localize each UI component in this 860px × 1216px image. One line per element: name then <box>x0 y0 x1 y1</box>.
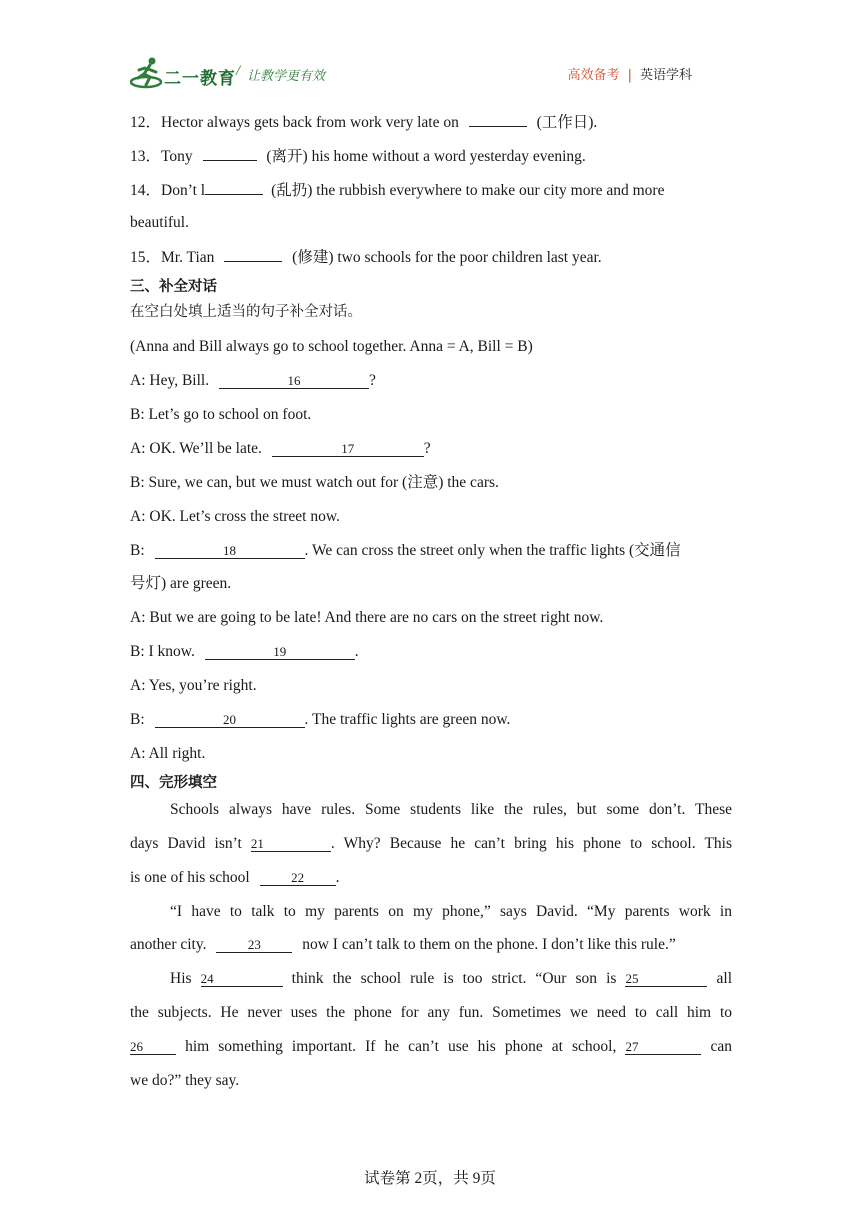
question-text: beautiful. <box>130 214 189 231</box>
passage-text: think the school rule is too strict. “Our son is <box>291 970 617 987</box>
dialogue-text: . The traffic lights are green now. <box>304 711 511 728</box>
passage-p3-line-2: the subjects. He never uses the phone for any fun. Sometimes we need to call him to <box>130 1004 732 1021</box>
answer-blank[interactable] <box>203 146 257 161</box>
passage-text: . Why? Because he can’t bring his phone to school. This <box>330 835 732 852</box>
logo-divider: / <box>236 63 241 79</box>
answer-blank-23[interactable]: 23 <box>216 938 292 953</box>
passage-text: His <box>170 970 192 987</box>
passage-p3-line-1 <box>170 969 732 989</box>
page-header <box>0 0 860 100</box>
passage-text: . <box>335 869 340 886</box>
dialogue-line-9: A: Yes, you’re right. <box>130 677 257 694</box>
question-hint: (修建) two schools for the poor children last year. <box>292 249 602 266</box>
dialogue-line-5: A: OK. Let’s cross the street now. <box>130 508 340 525</box>
passage-p3-line-3 <box>130 1037 732 1057</box>
answer-blank-25[interactable]: 25 <box>625 972 707 987</box>
brand-logo <box>130 56 360 96</box>
passage-p2-line-2 <box>130 935 676 955</box>
passage-text: now I can’t talk to them on the phone. I don’t like this rule.” <box>302 936 676 953</box>
answer-blank-22[interactable]: 22 <box>260 871 336 886</box>
question-text: 15．Mr. Tian <box>130 249 215 266</box>
question-13 <box>130 146 586 167</box>
question-14 <box>130 180 664 201</box>
question-text: 12．Hector always gets back from work very late on <box>130 114 459 131</box>
passage-p1-line-3 <box>130 868 339 888</box>
dialogue-text: B: <box>130 711 145 728</box>
dialogue-line-4: B: Sure, we can, but we must watch out for (注意) the cars. <box>130 474 499 491</box>
answer-blank[interactable] <box>469 112 527 127</box>
dialogue-text: . <box>354 643 359 660</box>
runner-logo-icon <box>130 56 166 90</box>
dialogue-line-1 <box>130 371 376 391</box>
answer-blank[interactable] <box>224 247 282 262</box>
answer-blank[interactable] <box>205 180 263 195</box>
dialogue-text: ? <box>423 440 431 457</box>
question-12 <box>130 112 597 133</box>
question-hint: (离开) his home without a word yesterday evening. <box>266 148 586 165</box>
answer-blank-16[interactable]: 16 <box>219 374 369 389</box>
question-hint: (工作日). <box>536 114 598 131</box>
dialogue-line-11: A: All right. <box>130 745 206 762</box>
slogan: 让教学更有效 <box>247 69 326 84</box>
answer-blank-26[interactable]: 26 <box>130 1040 176 1055</box>
answer-blank-20[interactable]: 20 <box>155 713 305 728</box>
question-15 <box>130 247 602 268</box>
header-separator: | <box>627 68 632 83</box>
answer-blank-27[interactable]: 27 <box>625 1040 701 1055</box>
dialogue-line-7: A: But we are going to be late! And there are no cars on the street right now. <box>130 609 604 626</box>
header-subject <box>568 64 692 83</box>
dialogue-text: ? <box>368 372 376 389</box>
dialogue-line-6 <box>130 541 681 561</box>
answer-blank-17[interactable]: 17 <box>272 442 424 457</box>
dialogue-text: B: <box>130 542 145 559</box>
answer-blank-21[interactable]: 21 <box>251 837 331 852</box>
dialogue-line-8 <box>130 642 359 662</box>
passage-text: days David isn’t <box>130 835 242 852</box>
dialogue-line-3 <box>130 439 431 459</box>
passage-text: another city. <box>130 936 207 953</box>
passage-p1-line-1: Schools always have rules. Some students like the rules, but some don’t. These <box>170 801 732 818</box>
dialogue-text: B: I know. <box>130 643 195 660</box>
passage-p3-line-4: we do?” they say. <box>130 1072 240 1089</box>
header-tagline: 高效备考 <box>567 68 620 83</box>
dialogue-line-6-cont: 号灯) are green. <box>130 575 232 592</box>
passage-p1-line-2 <box>130 834 732 854</box>
passage-text: is one of his school <box>130 869 250 886</box>
answer-blank-18[interactable]: 18 <box>155 544 305 559</box>
passage-text: can <box>710 1038 733 1055</box>
dialogue-text: A: Hey, Bill. <box>130 372 210 389</box>
answer-blank-19[interactable]: 19 <box>205 645 355 660</box>
question-text: 14．Don’t l <box>130 182 206 199</box>
passage-text: him something important. If he can’t use his phone at school, <box>185 1038 617 1055</box>
question-text: 13．Tony <box>130 148 193 165</box>
section-4-title: 四、完形填空 <box>130 775 217 791</box>
section-3-instruction: 在空白处填上适当的句子补全对话。 <box>130 304 362 320</box>
page-footer: 试卷第 2页，共 9页 <box>364 1170 496 1187</box>
section-3-title: 三、补全对话 <box>130 279 217 295</box>
logo-text: 二一教育 <box>164 69 236 89</box>
dialogue-text: A: OK. We’ll be late. <box>130 440 262 457</box>
header-subject-label: 英语学科 <box>639 68 692 83</box>
dialogue-text: . We can cross the street only when the traffic lights (交通信 <box>304 542 681 559</box>
dialogue-context: (Anna and Bill always go to school together. Anna = A, Bill = B) <box>130 338 533 355</box>
answer-blank-24[interactable]: 24 <box>201 972 283 987</box>
dialogue-line-2: B: Let’s go to school on foot. <box>130 406 312 423</box>
question-14-cont <box>130 213 189 233</box>
dialogue-line-10 <box>130 710 510 730</box>
passage-text: all <box>716 970 733 987</box>
passage-p2-line-1: “I have to talk to my parents on my phone,” says David. “My parents work in <box>170 903 732 920</box>
question-hint: (乱扔) the rubbish everywhere to make our city more and more <box>271 182 665 199</box>
